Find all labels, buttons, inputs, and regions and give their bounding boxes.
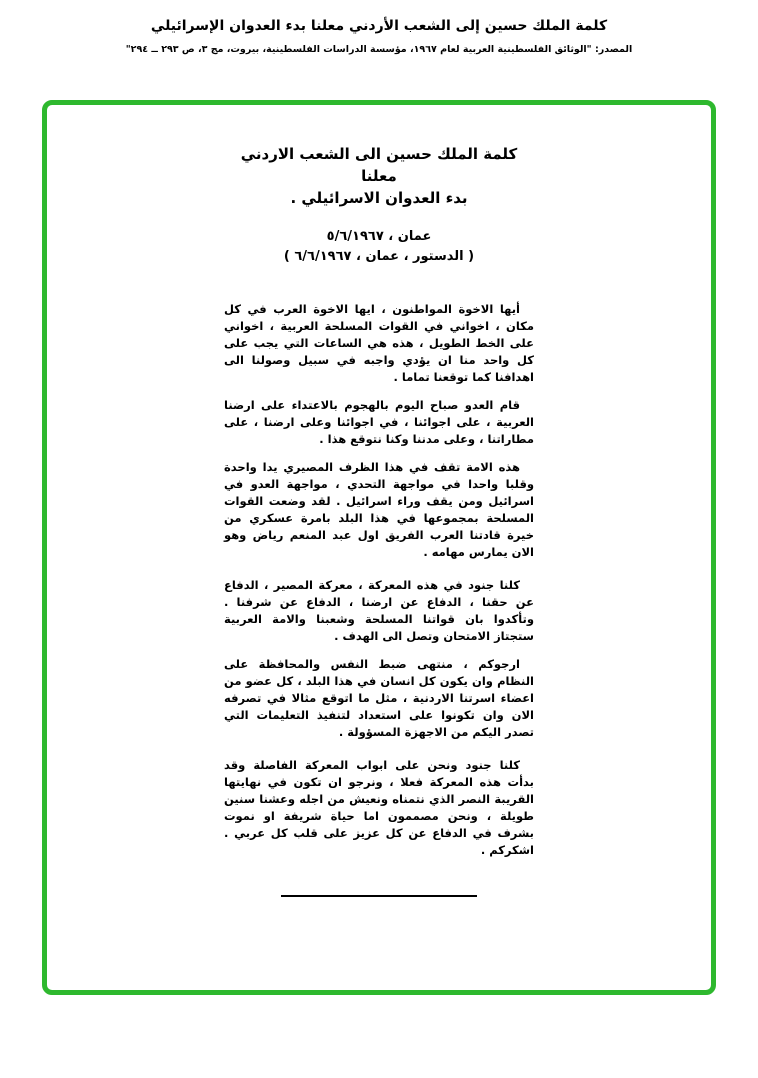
paragraph: ارجوكم ، منتهى ضبط النفس والمحافظة على النظام وان يكون كل انسان في هذا البلد ، كل عضو من اعضاء اسرتنا الاردنية ، مثل ما اتوقع مثالا في تصرفه الان وان تكونوا على استعداد لتنفيذ التعليمات التي تصدر اليكم من الاجهزة المسؤولة . <box>224 657 534 739</box>
document-content <box>224 105 534 897</box>
page-source-citation: المصدر: "الوثائق الفلسطينية العربية لعام ١٩٦٧، مؤسسة الدراسات الفلسطينية، بيروت، مج ٣، ص ٢٩٣ ــ ٢٩٤" <box>125 44 633 55</box>
document-title <box>224 143 534 209</box>
document-source-line: ( الدستور ، عمان ، ٦/٦/١٩٦٧ ) <box>283 249 475 264</box>
footnote-divider <box>281 895 477 897</box>
paragraph: هذه الامة تقف في هذا الظرف المصيري يدا واحدة وقلبا واحدا في مواجهة التحدي ، مواجهة العدو في اسرائيل ومن يقف وراء اسرائيل . لقد وضعت القوات المسلحة بمجموعها في هذا البلد بامرة عسكري من خيرة قادتنا العرب الفريق اول عبد المنعم رياض وهو الان يمارس مهامه . <box>224 460 534 559</box>
document-title-line2: بدء العدوان الاسرائيلي . <box>290 189 468 207</box>
document-dates <box>224 227 534 267</box>
document-body <box>224 301 534 859</box>
paragraph: كلنا جنود ونحن على ابواب المعركة الفاصلة وقد بدأت هذه المعركة فعلا ، ونرجو ان تكون في نهايتها القريبة النصر الذي نتمناه ونعيش من اجله وعشنا سنين طويلة ، ونحن مصممون اما حياة شريفة او نموت بشرف في الدفاع عن كل عزيز على قلب كل عربي . اشكركم . <box>224 758 534 857</box>
page-title: كلمة الملك حسين إلى الشعب الأردني معلنا بدء العدوان الإسرائيلي <box>150 18 608 34</box>
page-header <box>0 0 758 55</box>
paragraph: أيها الاخوة المواطنون ، ايها الاخوة العرب في كل مكان ، اخواني في القوات المسلحة العربية ، اخواني على الخط الطويل ، هذه هي الساعات التي يجب على كل واحد منا ان يؤدي واجبه في سبيل وصولنا الى اهدافنا كما توقعنا تماما . <box>224 302 534 384</box>
document-title-line1: كلمة الملك حسين الى الشعب الاردني معلنا <box>240 145 518 185</box>
paragraph: قام العدو صباح اليوم بالهجوم بالاعتداء على ارضنا العربية ، على اجوائنا ، في اجوائنا وعلى ارضنا ، على مطاراتنا ، وعلى مدننا وكنا نتوقع هذا . <box>224 398 534 446</box>
document-dateline: عمان ، ٥/٦/١٩٦٧ <box>326 229 432 244</box>
paragraph: كلنا جنود في هذه المعركة ، معركة المصير ، الدفاع عن حقنا ، الدفاع عن ارضنا ، الدفاع عن شرفنا . وتأكدوا بان قواتنا المسلحة وشعبنا والامة العربية ستجتاز الامتحان وتصل الى الهدف . <box>224 578 534 643</box>
document-frame <box>42 100 716 995</box>
